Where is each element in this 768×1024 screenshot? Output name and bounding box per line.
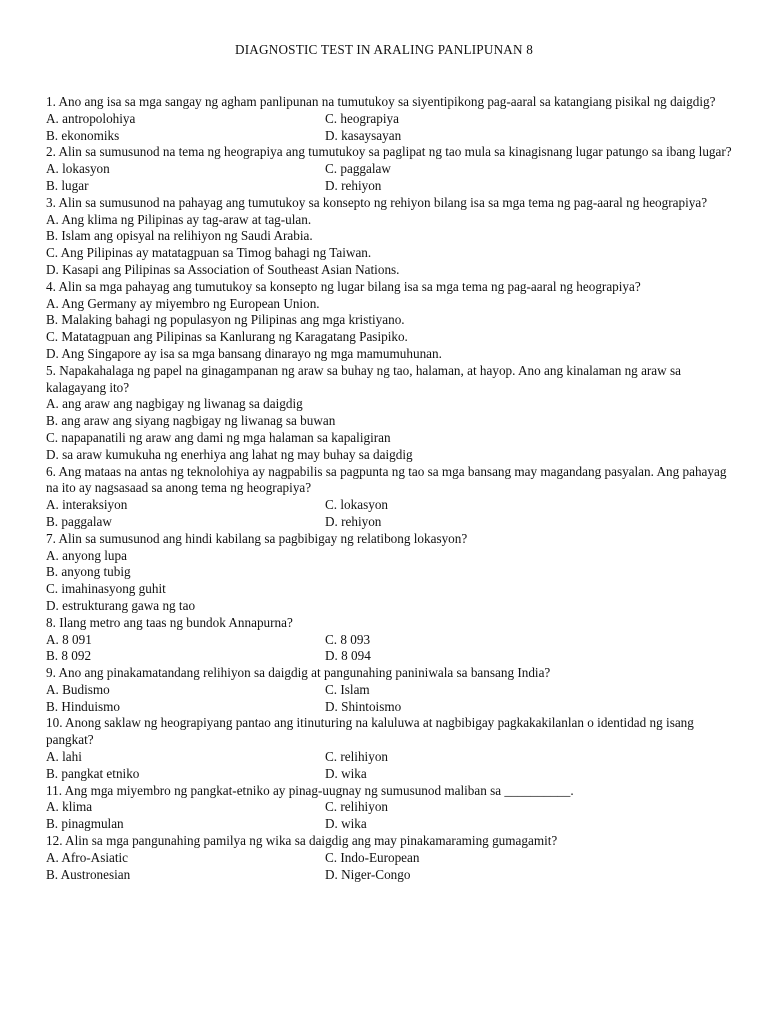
answer-option: B. Islam ang opisyal na relihiyon ng Saudi Arabia.: [46, 228, 313, 244]
answer-options: [46, 497, 736, 531]
answer-option: D. Niger-Congo: [325, 866, 411, 882]
answer-option: C. paggalaw: [325, 161, 391, 177]
answer-option: C. Indo-European: [325, 849, 420, 865]
answer-option: A. anyong lupa: [46, 547, 127, 563]
answer-option: A. antropolohiya: [46, 110, 136, 126]
answer-options: [46, 111, 736, 145]
answer-option: A. Ang klima ng Pilipinas ay tag-araw at tag-ulan.: [46, 211, 312, 227]
answer-option: C. relihiyon: [325, 749, 389, 765]
answer-option: B. pangkat etniko: [46, 765, 140, 781]
answer-option: B. lugar: [46, 177, 89, 193]
answer-option: A. lahi: [46, 749, 82, 765]
question-item: [46, 279, 736, 363]
question-item: [46, 363, 736, 464]
answer-option: B. 8 092: [46, 648, 92, 664]
answer-option: B. paggalaw: [46, 513, 112, 529]
answer-options: [46, 396, 736, 463]
question-stem: 6. Ang mataas na antas ng teknolohiya ay nagpabilis sa pagpunta ng tao sa mga bansang may magandang pasyalan. Ang pahayag na ito ay nagsasaad sa anong tema ng heograpiya?: [46, 463, 727, 496]
document-title: DIAGNOSTIC TEST IN ARALING PANLIPUNAN 8: [234, 42, 534, 57]
question-stem: 2. Alin sa sumusunod na tema ng heograpiya ang tumutukoy sa paglipat ng tao mula sa kinagisnang lugar patungo sa ibang lugar?: [46, 144, 732, 160]
answer-options: [46, 850, 736, 884]
question-stem: 11. Ang mga miyembro ng pangkat-etniko ay pinag-uugnay ng sumusunod maliban sa __________.: [46, 782, 574, 798]
question-item: [46, 715, 736, 782]
answer-option: A. klima: [46, 799, 93, 815]
question-item: [46, 783, 736, 833]
question-item: [46, 464, 736, 531]
question-item: [46, 615, 736, 665]
answer-option: B. Malaking bahagi ng populasyon ng Pilipinas ang mga kristiyano.: [46, 312, 405, 328]
answer-options: [46, 632, 736, 666]
question-item: [46, 94, 736, 144]
question-stem: 7. Alin sa sumusunod ang hindi kabilang sa pagbibigay ng relatibong lokasyon?: [46, 530, 468, 546]
question-stem: 12. Alin sa mga pangunahing pamilya ng wika sa daigdig ang may pinakamaraming gumagamit?: [46, 833, 558, 849]
answer-option: D. wika: [325, 816, 367, 832]
answer-option: A. interaksiyon: [46, 497, 128, 513]
question-item: [46, 833, 736, 883]
answer-option: B. pinagmulan: [46, 816, 124, 832]
answer-option: B. ang araw ang siyang nagbigay ng liwanag sa buwan: [46, 413, 336, 429]
answer-option: D. wika: [325, 765, 367, 781]
answer-option: D. estrukturang gawa ng tao: [46, 597, 196, 613]
answer-options: [46, 212, 736, 279]
answer-option: C. 8 093: [325, 631, 371, 647]
answer-option: A. lokasyon: [46, 161, 110, 177]
question-stem: 4. Alin sa mga pahayag ang tumutukoy sa konsepto ng lugar bilang isa sa mga tema ng pag-aaral ng heograpiya?: [46, 278, 641, 294]
question-item: [46, 531, 736, 615]
answer-option: C. napapanatili ng araw ang dami ng mga halaman sa kapaligiran: [46, 429, 391, 445]
answer-option: B. anyong tubig: [46, 564, 131, 580]
answer-option: A. 8 091: [46, 631, 92, 647]
answer-option: A. Afro-Asiatic: [46, 849, 129, 865]
answer-options: [46, 296, 736, 363]
answer-option: C. imahinasyong guhit: [46, 581, 166, 597]
answer-option: D. Kasapi ang Pilipinas sa Association of Southeast Asian Nations.: [46, 261, 400, 277]
answer-option: D. 8 094: [325, 648, 371, 664]
answer-option: B. Austronesian: [46, 866, 131, 882]
answer-option: D. Ang Singapore ay isa sa mga bansang dinarayo ng mga mamumuhunan.: [46, 345, 442, 361]
question-list: [46, 94, 736, 883]
question-stem: 3. Alin sa sumusunod na pahayag ang tumutukoy sa konsepto ng rehiyon bilang isa sa mga tema ng pag-aaral ng heograpiya?: [46, 194, 708, 210]
question-stem: 5. Napakahalaga ng papel na ginagampanan ng araw sa buhay ng tao, halaman, at hayop. Ano ang kinalaman ng araw sa kalagayang ito?: [46, 362, 681, 395]
answer-option: C. Ang Pilipinas ay matatagpuan sa Timog bahagi ng Taiwan.: [46, 245, 372, 261]
answer-option: C. heograpiya: [325, 110, 399, 126]
question-item: [46, 665, 736, 715]
answer-option: C. relihiyon: [325, 799, 389, 815]
answer-option: C. lokasyon: [325, 497, 389, 513]
answer-option: D. Shintoismo: [325, 698, 402, 714]
answer-option: C. Islam: [325, 681, 370, 697]
question-stem: 1. Ano ang isa sa mga sangay ng agham panlipunan na tumutukoy sa siyentipikong pag-aaral sa katangiang pisikal ng daigdig?: [46, 94, 716, 109]
question-stem: 9. Ano ang pinakamatandang relihiyon sa daigdig at pangunahing paniniwala sa bansang India?: [46, 665, 551, 681]
answer-options: [46, 682, 736, 716]
question-item: [46, 144, 736, 194]
answer-option: D. rehiyon: [325, 177, 382, 193]
question-item: [46, 195, 736, 279]
answer-option: C. Matatagpuan ang Pilipinas sa Kanlurang ng Karagatang Pasipiko.: [46, 329, 408, 345]
answer-options: [46, 161, 736, 195]
answer-options: [46, 548, 736, 615]
answer-options: [46, 749, 736, 783]
question-stem: 10. Anong saklaw ng heograpiyang pantao ang itinuturing na kaluluwa at nagbibigay pagkakakilanlan o identidad ng isang pangkat?: [46, 715, 694, 748]
answer-option: D. sa araw kumukuha ng enerhiya ang lahat ng may buhay sa daigdig: [46, 446, 413, 462]
answer-option: B. Hinduismo: [46, 698, 121, 714]
answer-options: [46, 799, 736, 833]
answer-option: A. Budismo: [46, 681, 110, 697]
answer-option: A. ang araw ang nagbigay ng liwanag sa daigdig: [46, 396, 303, 412]
answer-option: B. ekonomiks: [46, 127, 120, 143]
answer-option: D. kasaysayan: [325, 127, 402, 143]
answer-option: D. rehiyon: [325, 513, 382, 529]
question-stem: 8. Ilang metro ang taas ng bundok Annapurna?: [46, 614, 293, 630]
answer-option: A. Ang Germany ay miyembro ng European Union.: [46, 295, 320, 311]
